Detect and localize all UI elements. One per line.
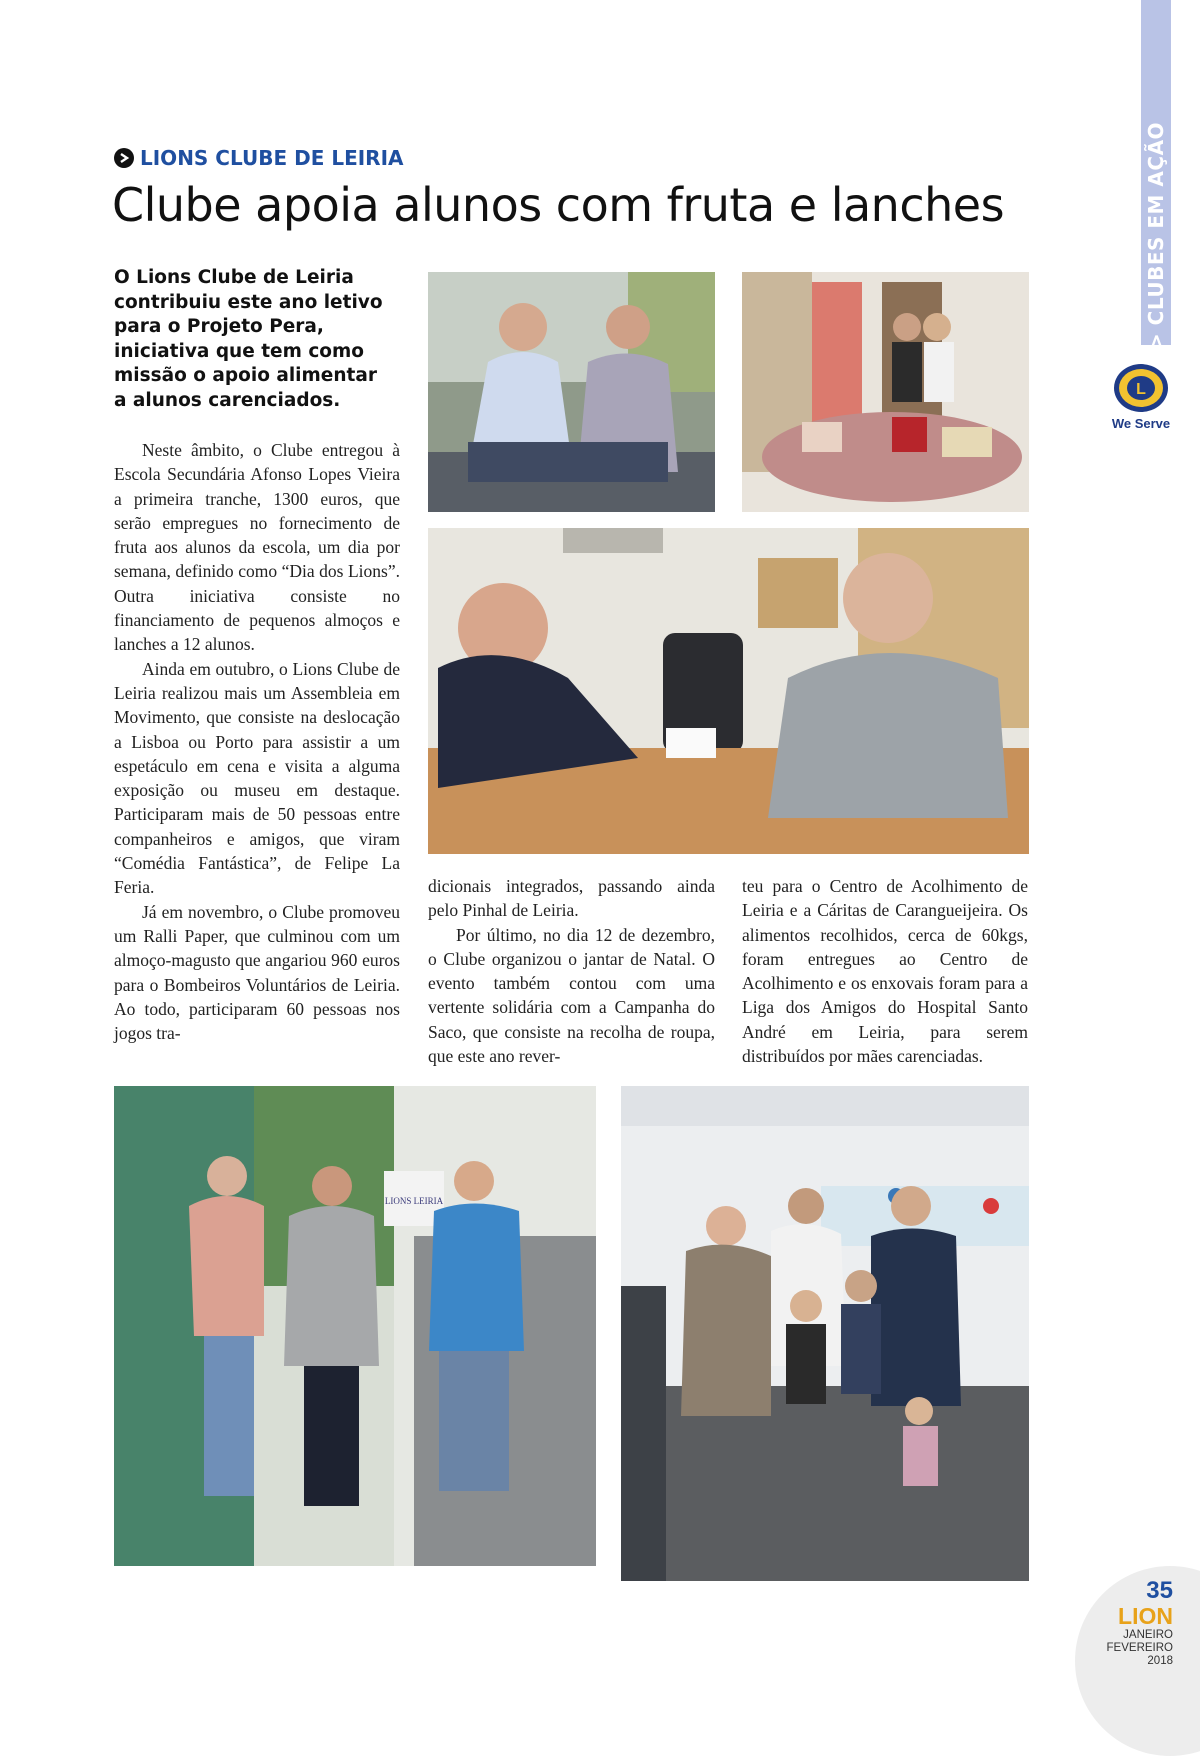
photo-donated-items bbox=[742, 272, 1029, 512]
text-column-1 bbox=[114, 438, 400, 1045]
kicker-text: LIONS CLUBE DE LEIRIA bbox=[140, 146, 404, 170]
photo-cheque-handover bbox=[428, 528, 1029, 854]
article-title: Clube apoia alunos com fruta e lanches bbox=[112, 178, 1005, 232]
folio bbox=[1085, 1578, 1173, 1668]
paragraph: Neste âmbito, o Clube entregou à Escola Secundária Afonso Lopes Vieira a primeira tranche, 1300 euros, que serão empregues no fornecimento de fruta aos alunos da escola, um dia por semana, definido como “Dia dos Lions”. Outra iniciativa consiste no financiamento de pequenos almoços e lanches a 12 alunos. bbox=[114, 440, 400, 655]
issue-month-1: JANEIRO bbox=[1123, 1629, 1173, 1641]
article-lead: O Lions Clube de Leiria contribuiu este ano letivo para o Projeto Pera, iniciativa que tem como missão o apoio alimentar a alunos carenciados. bbox=[114, 267, 383, 411]
lions-logo bbox=[1112, 362, 1170, 414]
svg-text:L: L bbox=[1136, 381, 1146, 398]
sign-lions-leiria: LIONS LEIRIA bbox=[384, 1196, 444, 1206]
paragraph: teu para o Centro de Acolhimento de Leiria e a Cáritas de Carangueijeira. Os alimentos recolhidos, cerca de 60kgs, foram entregues ao Centro de Acolhimento e os enxovais foram para a Liga dos Amigos do Hospital Santo André em Leiria, para serem distribuídos por mães carenciadas. bbox=[742, 876, 1028, 1067]
magazine-name: LION bbox=[1118, 1603, 1173, 1629]
text-column-2 bbox=[428, 874, 715, 1068]
logo-tagline: We Serve bbox=[1111, 416, 1171, 431]
paragraph: dicionais integrados, passando ainda pelo Pinhal de Leiria. bbox=[428, 876, 715, 921]
paragraph: Já em novembro, o Clube promoveu um Ralli Paper, que culminou com um almoço-magusto que angariou 960 euros para o Bombeiros Voluntários de Leiria. Ao todo, participaram 60 pessoas nos jogos tra- bbox=[114, 901, 400, 1044]
paragraph: Por último, no dia 12 de dezembro, o Clube organizou o jantar de Natal. O evento também contou com uma vertente solidária com a Campanha do Saco, que consiste na recolha de roupa, que este ano rever- bbox=[428, 924, 715, 1067]
page-number: 35 bbox=[1146, 1577, 1173, 1604]
issue-month-2: FEVEREIRO bbox=[1106, 1642, 1173, 1654]
section-tab-label-wrap bbox=[1141, 121, 1171, 350]
photo-couple-in-vehicle bbox=[428, 272, 715, 512]
text-column-3 bbox=[742, 874, 1028, 1068]
photo-group-with-children bbox=[621, 1086, 1029, 1581]
arrow-right-icon bbox=[114, 148, 134, 168]
paragraph: Ainda em outubro, o Lions Clube de Leiria realizou mais um Assembleia em Movimento, que consiste na deslocação a Lisboa ou Porto para assistir a um espetáculo em cena e visita a alguma exposição ou museu em destaque. Participaram mais de 50 pessoas entre companheiros e amigos, que viram “Comédia Fantástica”, de Felipe La Feria. bbox=[114, 658, 400, 898]
section-tab-label: > CLUBES EM AÇÃO bbox=[1144, 121, 1169, 350]
section-kicker bbox=[114, 146, 404, 170]
issue-year: 2018 bbox=[1147, 1655, 1173, 1667]
photo-group-with-sign bbox=[114, 1086, 596, 1566]
